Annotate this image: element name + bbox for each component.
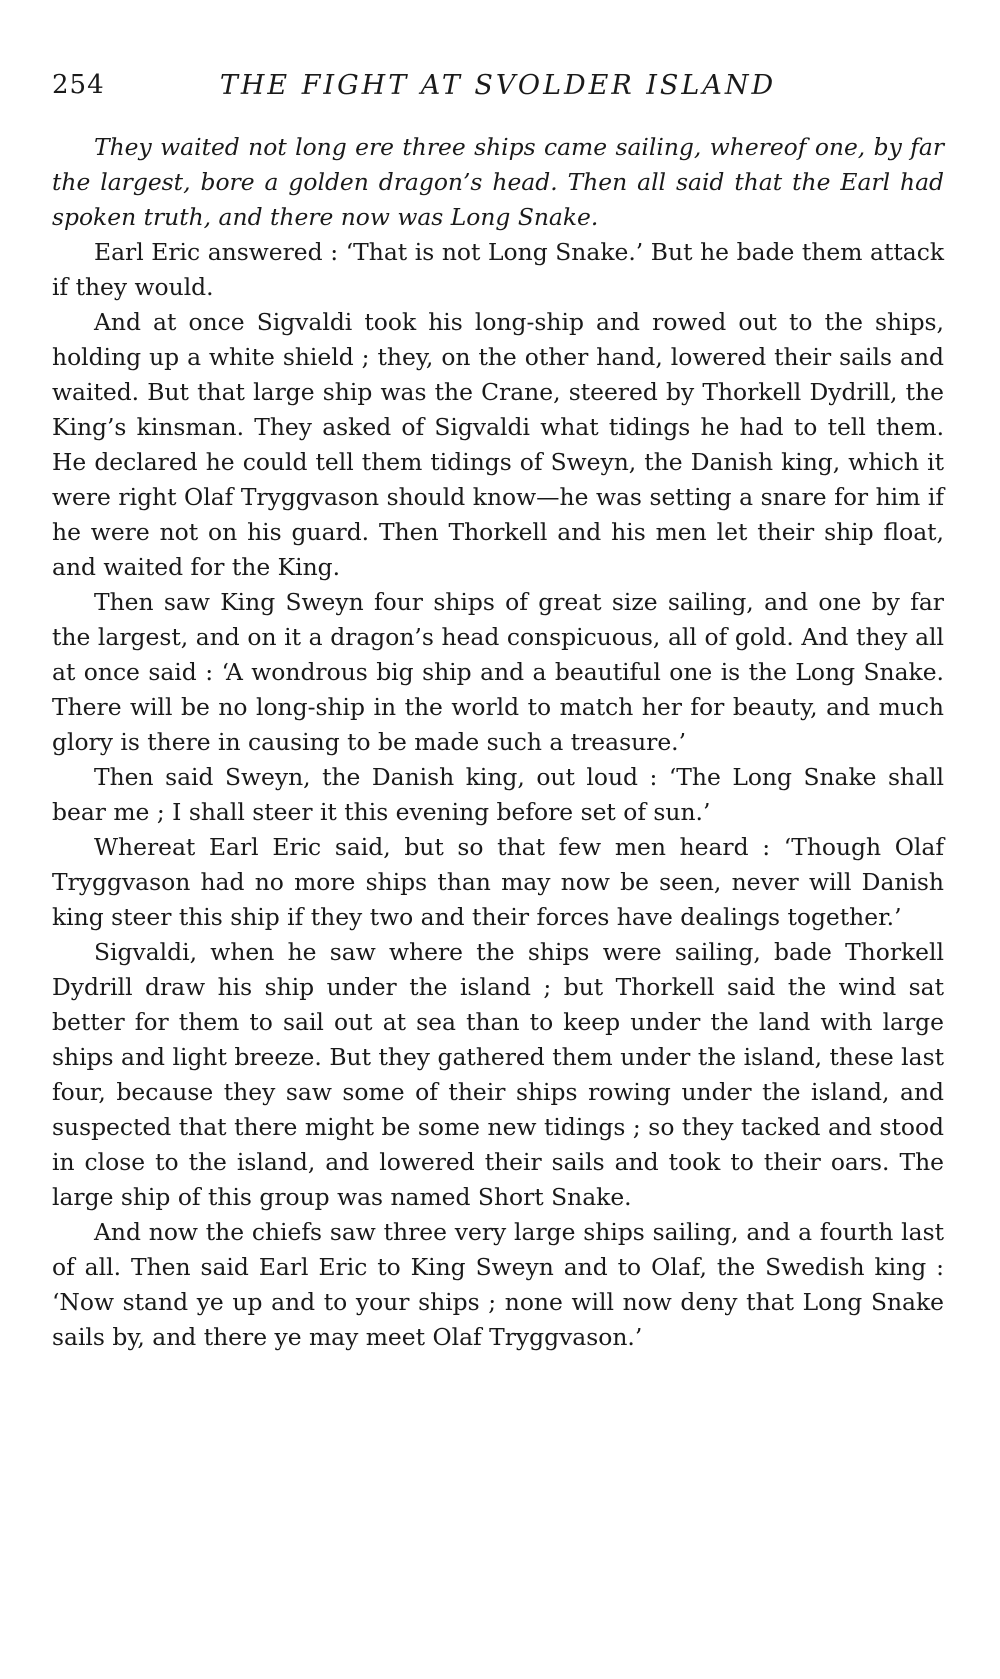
paragraph: And now the chiefs saw three very large ships sailing, and a fourth last of all. Then said Earl Eric to King Sweyn and to Olaf, the Swedish king : ‘Now stand ye up and to your ships ; none will now deny that Long Snake sails by, and there ye may meet Olaf Tryggvason.’: [52, 1218, 944, 1351]
paragraph: Sigvaldi, when he saw where the ships were sailing, bade Thorkell Dydrill draw his ship under the island ; but Thorkell said the wind sat better for them to sail out at sea than to keep under the land with large ships and light breeze. But they gathered them under the island, these last four, because they saw some of their ships rowing under the island, and suspected that there might be some new tidings ; so they tacked and stood in close to the island, and lowered their sails and took to their oars. The large ship of this group was named Short Snake.: [52, 938, 944, 1211]
page-title: THE FIGHT AT SVOLDER ISLAND: [219, 70, 777, 101]
paragraph: Then saw King Sweyn four ships of great size sailing, and one by far the largest, and on it a dragon’s head conspicuous, all of gold. And they all at once said : ‘A wondrous big ship and a beautiful one is the Long Snake. There will be no long-ship in the world to match her for beauty, and much glory is there in causing to be made such a treasure.’: [52, 588, 944, 756]
book-page: [52, 70, 944, 1355]
paragraph: And at once Sigvaldi took his long-ship and rowed out to the ships, holding up a white shield ; they, on the other hand, lowered their sails and waited. But that large ship was the Crane, steered by Thorkell Dydrill, the King’s kinsman. They asked of Sigvaldi what tidings he had to tell them. He declared he could tell them tidings of Sweyn, the Danish king, which it were right Olaf Tryggvason should know—he was setting a snare for him if he were not on his guard. Then Thorkell and his men let their ship float, and waited for the King.: [52, 308, 944, 581]
running-head: [52, 70, 944, 110]
text-body: [52, 130, 944, 1355]
paragraph: Then said Sweyn, the Danish king, out loud : ‘The Long Snake shall bear me ; I shall steer it this evening before set of sun.’: [52, 763, 944, 826]
paragraph: Earl Eric answered : ‘That is not Long Snake.’ But he bade them attack if they would.: [52, 238, 944, 301]
page-number: 254: [52, 70, 105, 100]
paragraph: They waited not long ere three ships came sailing, whereof one, by far the largest, bore a golden dragon’s head. Then all said that the Earl had spoken truth, and there now was Long Snake.: [52, 133, 944, 231]
paragraph: Whereat Earl Eric said, but so that few men heard : ‘Though Olaf Tryggvason had no more ships than may now be seen, never will Danish king steer this ship if they two and their forces have dealings together.’: [52, 833, 944, 931]
